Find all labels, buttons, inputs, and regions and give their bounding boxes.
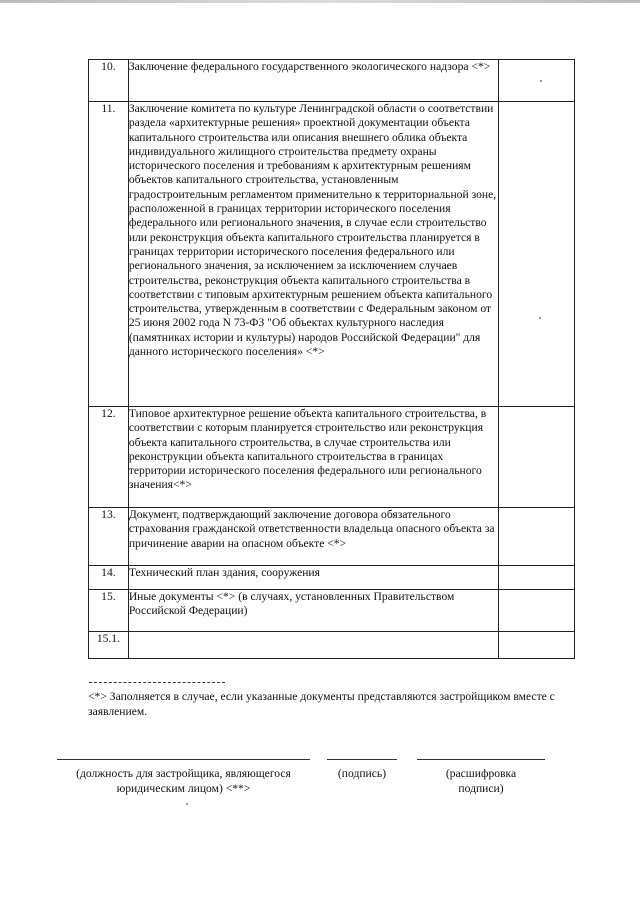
position-caption: (должность для застройщика, являющегося юридическим лицом) <**> [76,767,291,795]
table-row [89,102,575,407]
row-mark-cell[interactable] [499,508,575,566]
row-mark-cell[interactable] [499,407,575,508]
position-signature-line[interactable] [57,759,310,760]
row-number: 10. [89,60,129,102]
row-number: 15.1. [89,632,129,659]
row-number: 12. [89,407,129,508]
footnote-separator [89,682,225,683]
row-mark-cell[interactable] [499,566,575,590]
row-mark-cell[interactable] [499,590,575,632]
row-document-name: Технический план здания, сооружения [128,566,499,590]
row-number: 13. [89,508,129,566]
signature-caption: (подпись) [337,767,387,780]
row-number: 14. [89,566,129,590]
row-document-name: Документ, подтверждающий заключение договора обязательного страхования гражданской ответственности владельца опасного объекта за причинение аварии на опасном объекте <*> [128,508,499,566]
transcript-caption: (расшифровка подписи) [445,767,517,795]
signature-line[interactable] [327,759,397,760]
row-mark-cell[interactable] [499,60,575,102]
row-mark-cell[interactable] [499,102,575,407]
scan-speck [539,317,541,319]
transcript-signature-line[interactable] [417,759,545,760]
table-row [89,407,575,508]
scan-edge [0,0,640,3]
footnote-text: <*> Заполняется в случае, если указанные документы представляются застройщиком вместе с заявлением. [88,690,555,718]
table-row [89,590,575,632]
row-document-name: Заключение федерального государственного экологического надзора <*> [128,60,499,102]
table-row [89,566,575,590]
row-number: 15. [89,590,129,632]
row-document-name: Иные документы <*> (в случаях, установленных Правительством Российской Федерации) [128,590,499,632]
scan-speck [540,80,542,82]
table-row [89,508,575,566]
row-document-name: Типовое архитектурное решение объекта капитального строительства, в соответствии с которым планируется строительство или реконструкция объекта капитального строительства, в случае строительства или реконструкции объекта капитального строительства в границах территории исторического поселения федерального или регионального значения<*> [128,407,499,508]
scan-speck [186,803,188,805]
row-document-name: Заключение комитета по культуре Ленинградской области о соответствии раздела «архитектурные решения» проектной документации объекта капитального строительства или описания внешнего облика объекта индивидуального жилищного строительства предмету охраны исторического поселения и требованиям к архитектурным решениям объектов капитального строительства, установленным градостроительным регламентом применительно к территориальной зоне, расположенной в границах территории исторического поселения федерального или регионального значения, в случае если строительство или реконструкция объекта капитального строительства планируется в границах территории исторического поселения федерального или регионального значения, за исключением за исключением случаев строительства, реконструкция объекта капитального строительства в соответствии с типовым архитектурным решением объекта капитального строительства, утвержденным в соответствии с Федеральным законом от 25 июня 2002 года N 73-ФЗ "Об объектах культурного наследия (памятниках истории и культуры) народов Российской Федерации" для данного исторического поселения» <*> [128,102,499,407]
documents-table [88,59,575,659]
table-row [89,60,575,102]
row-document-name [128,632,499,659]
row-mark-cell[interactable] [499,632,575,659]
table-row [89,632,575,659]
row-number: 11. [89,102,129,407]
